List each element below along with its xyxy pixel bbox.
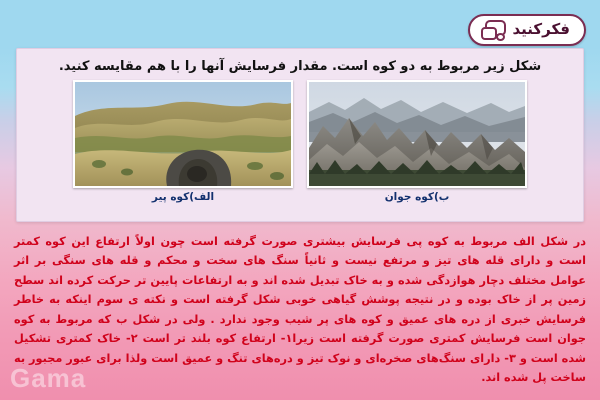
young-mountain-photo (307, 80, 527, 188)
thought-bubble-icon (480, 19, 506, 39)
explanation-text (14, 232, 586, 387)
figure-caption-old: الف)کوه پیر (151, 191, 215, 203)
figure-young-mountain (307, 80, 527, 203)
old-mountain-photo (73, 80, 293, 188)
think-badge (468, 14, 586, 46)
watermark: Gama (10, 363, 87, 393)
figure-old-mountain (73, 80, 293, 203)
explanation-paragraph: در شکل الف مربوط به کوه پی فرسایش بیشتری صورت گرفته است چون اولاً ارتفاع این کوه کمتر است و دارای قله های تیز و مرتفع نیست و ثانیاً سنگ های سخت و محکم و قله های سنگی بر اثر عوامل مختلف دچار هوازدگی شده و به خاک تبدیل شده اند و به ارتفاعات پایین تر حرکت کرده اند سطح زمین پر از خاک بوده و در نتیجه پوشش گیاهی خوبی شکل گرفته است و نکته ی سوم اینکه به خاطر فرسایش خبری از دره های عمیق و کوه های پر شیب وجود ندارد . ولی در شکل ب که مربوط به کوه جوان است فرسایش کمتری صورت گرفته است زیرا۱- ارتفاع کوه بلند تر است ۲- خاک کمتری تشکیل شده است و ۳- دارای سنگ‌های صخره‌ای و نوک تیز و دره‌های تنگ و عمیق است ولذا برای عبور مجبور به ساخت پل شده اند. (14, 235, 587, 384)
content-panel (16, 48, 584, 222)
think-badge-label: فکرکنید (512, 20, 570, 38)
panel-question: شکل زیر مربوط به دو کوه است. مقدار فرسایش آنها را با هم مقایسه کنید. (58, 59, 542, 74)
figure-caption-young: ب)کوه جوان (384, 191, 450, 203)
figures-row (17, 80, 583, 203)
